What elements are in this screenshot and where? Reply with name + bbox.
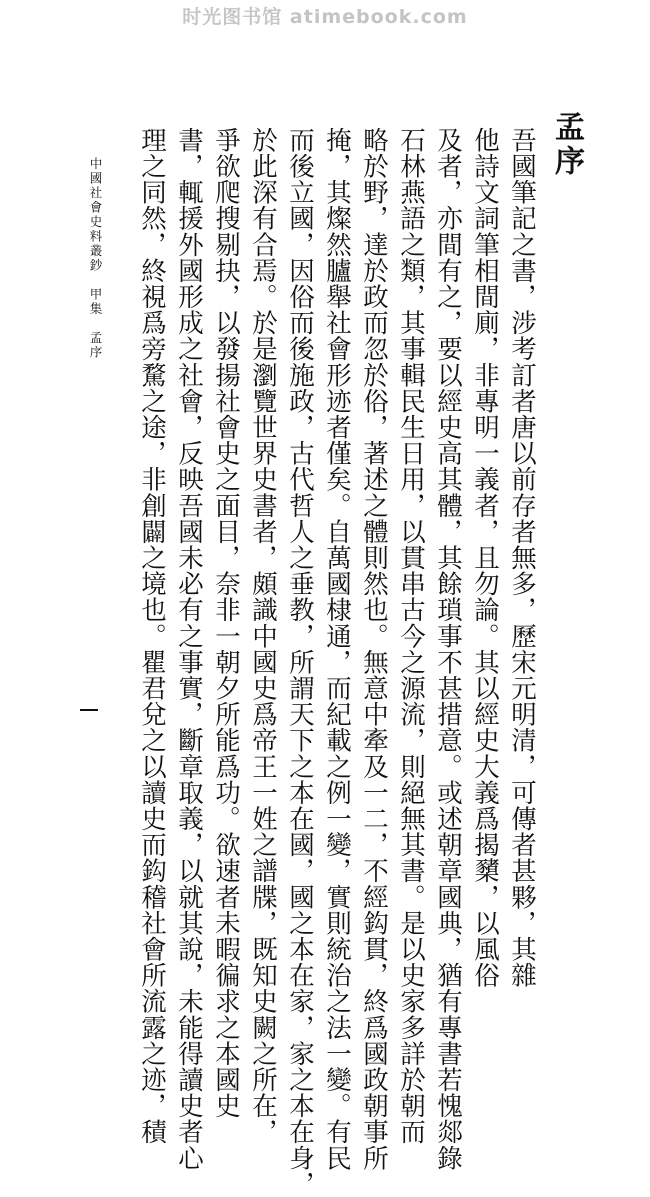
text-column: 吾國筆記之書，涉考訂者唐以前存者無多，歷宋元明清，可傳者甚夥，其雜 (507, 127, 537, 989)
text-column: 理之同然，終視爲旁騖之途，非創闢之境也。瞿君兌之以讀史而鈎稽社會所流露之迹，積 (137, 127, 167, 1145)
watermark: 时光图书馆 atimebook.com (182, 6, 468, 28)
text-column: 石林燕語之類，其事輯民生日用，以貫串古今之源流，則絕無其書。是以史家多詳於朝而 (396, 127, 426, 1145)
running-footer: 中國社會史料叢鈔 甲集 孟序 (88, 157, 103, 360)
text-column: 而後立國，因俗而後施政，古代哲人之垂教，所謂天下之本在國，國之本在家，家之本在身， (285, 127, 315, 1197)
text-column: 略於野，達於政而忽於俗，著述之體則然也。無意中牽及一二，不經鈎貫，終爲國政朝事所 (359, 127, 389, 1171)
text-column: 於此深有合焉。於是瀏覽世界史書者，頗識中國史爲帝王一姓之譜牒，既知史闕之所在， (248, 127, 278, 1145)
text-column: 他詩文詞筆相間廁，非專明一義者，且勿論。其以經史大義爲揭櫫，以風俗 (470, 127, 500, 989)
text-column: 掩，其燦然臚舉社會形迹者僅矣。自萬國棣通，而紀載之例一變，實則統治之法一變。有民 (322, 127, 352, 1171)
page-title: 孟序 (549, 111, 584, 179)
page-number (80, 709, 98, 711)
text-column: 書，輒援外國形成之社會，反映吾國未必有之事實，斷章取義，以就其說，未能得讀史者心 (174, 127, 204, 1171)
book-page (0, 35, 650, 1197)
text-column: 及者，亦間有之，要以經史高其體，其餘瑣事不甚措意。或述朝章國典，猶有專書若愧郯錄 (433, 127, 463, 1171)
text-column: 爭欲爬搜剔抉，以發揚社會史之面目，奈非一朝夕所能爲功。欲速者未暇徧求之本國史 (211, 127, 241, 1119)
